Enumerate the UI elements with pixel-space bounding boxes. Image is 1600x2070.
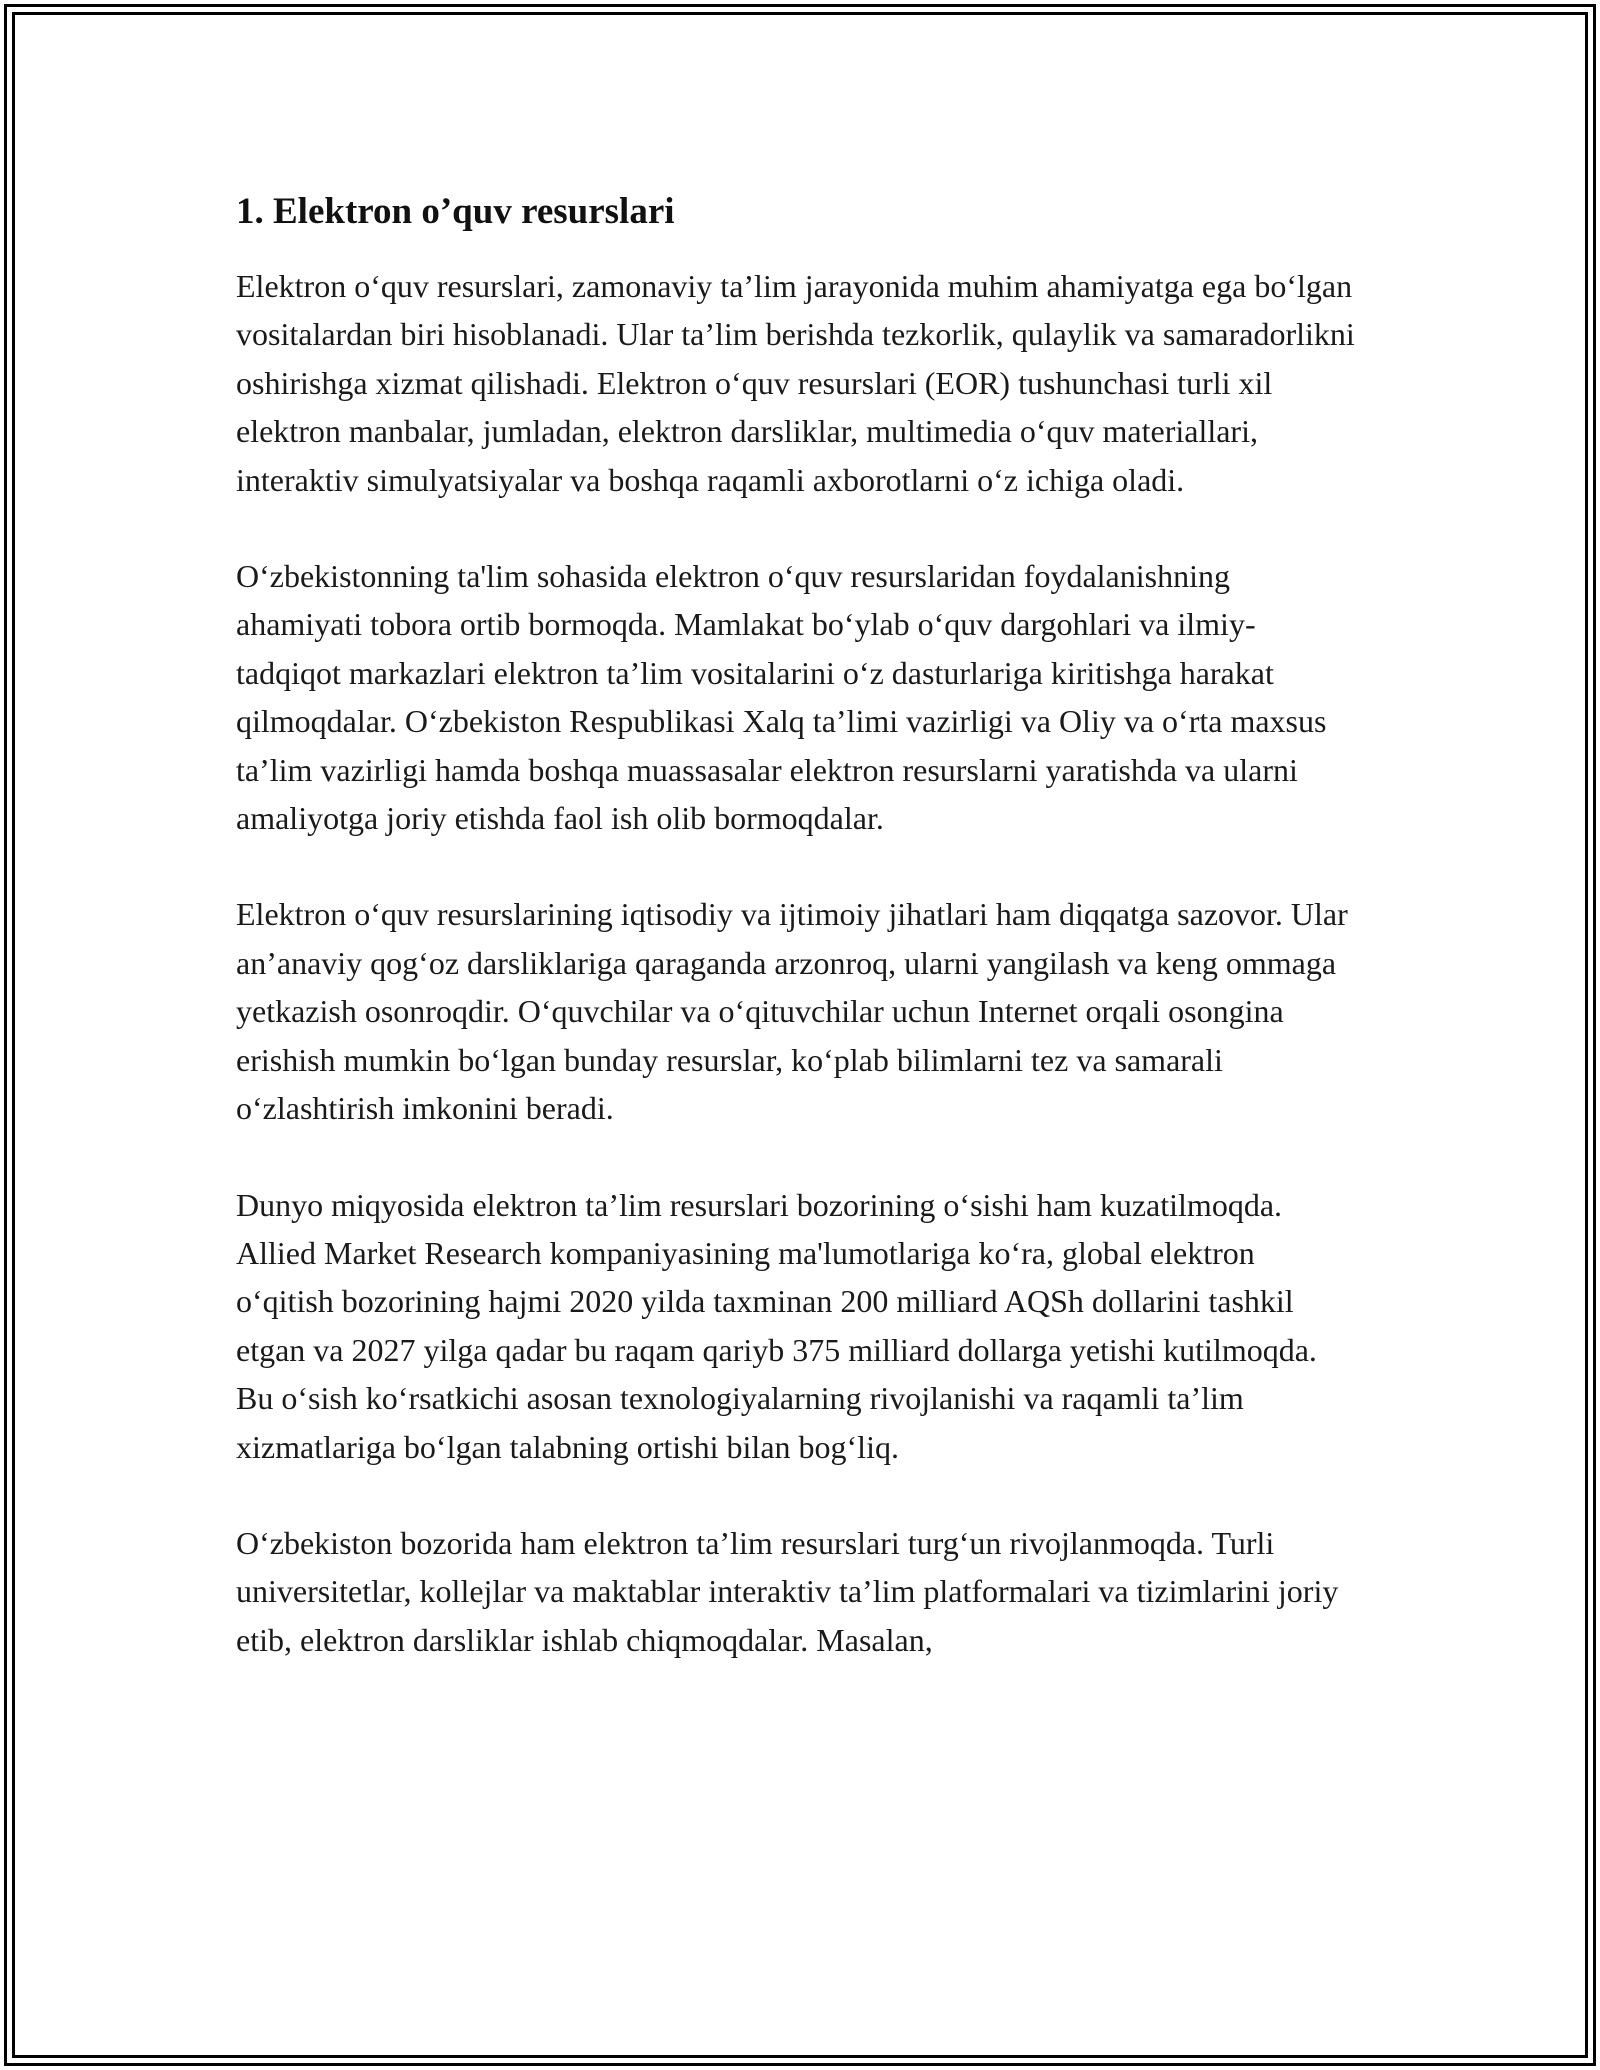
paragraph-5: O‘zbekiston bozorida ham elektron ta’lim resurslari turg‘un rivojlanmoqda. Turli universitetlar, kollejlar va maktablar interaktiv ta’lim platformalari va tizimlarini joriy etib, elektron darsliklar ishlab chiqmoqdalar. Masalan, (236, 1524, 1339, 1658)
section-heading: 1. Elektron o’quv resurslari (236, 191, 675, 232)
paragraph-2: O‘zbekistonning ta'lim sohasida elektron o‘quv resurslaridan foydalanishning ahamiyati tobora ortib bormoqda. Mamlakat bo‘ylab o‘quv dargohlari va ilmiy-tadqiqot markazlari elektron ta’lim vositalarini o‘z dasturlariga kiritishga harakat qilmoqdalar. O‘zbekiston Respublikasi Xalq ta’limi vazirligi va Oliy va o‘rta maxsus ta’lim vazirligi hamda boshqa muassasalar elektron resurslarni yaratishda va ularni amaliyotga joriy etishda faol ish olib bormoqdalar. (236, 558, 1327, 837)
paragraph-3: Elektron o‘quv resurslarining iqtisodiy va ijtimoiy jihatlari ham diqqatga sazovor. Ular an’anaviy qog‘oz darsliklariga qaraganda arzonroq, ularni yangilash va keng ommaga yetkazish osonroqdir. O‘quvchilar va o‘qituvchilar uchun Internet orqali osongina erishish mumkin bo‘lgan bunday resurslar, ko‘plab bilimlarni tez va samarali o‘zlashtirish imkonini beradi. (236, 896, 1348, 1127)
paragraph-1: Elektron o‘quv resurslari, zamonaviy ta’lim jarayonida muhim ahamiyatga ega bo‘lgan vositalardan biri hisoblanadi. Ular ta’lim berishda tezkorlik, qulaylik va samaradorlikni oshirishga xizmat qilishadi. Elektron o‘quv resurslari (EOR) tushunchasi turli xil elektron manbalar, jumladan, elektron darsliklar, multimedia o‘quv materiallari, interaktiv simulyatsiyalar va boshqa raqamli axborotlarni o‘z ichiga oladi. (236, 268, 1355, 498)
document-body (236, 186, 1356, 1712)
paragraph-4: Dunyo miqyosida elektron ta’lim resurslari bozorining o‘sishi ham kuzatilmoqda. Allied Market Research kompaniyasining ma'lumotlariga ko‘ra, global elektron o‘qitish bozorining hajmi 2020 yilda taxminan 200 milliard AQSh dollarini tashkil etgan va 2027 yilga qadar bu raqam qariyb 375 milliard dollarga yetishi kutilmoqda. Bu o‘sish ko‘rsatkichi asosan texnologiyalarning rivojlanishi va raqamli ta’lim xizmatlariga bo‘lgan talabning ortishi bilan bog‘liq. (236, 1186, 1317, 1465)
